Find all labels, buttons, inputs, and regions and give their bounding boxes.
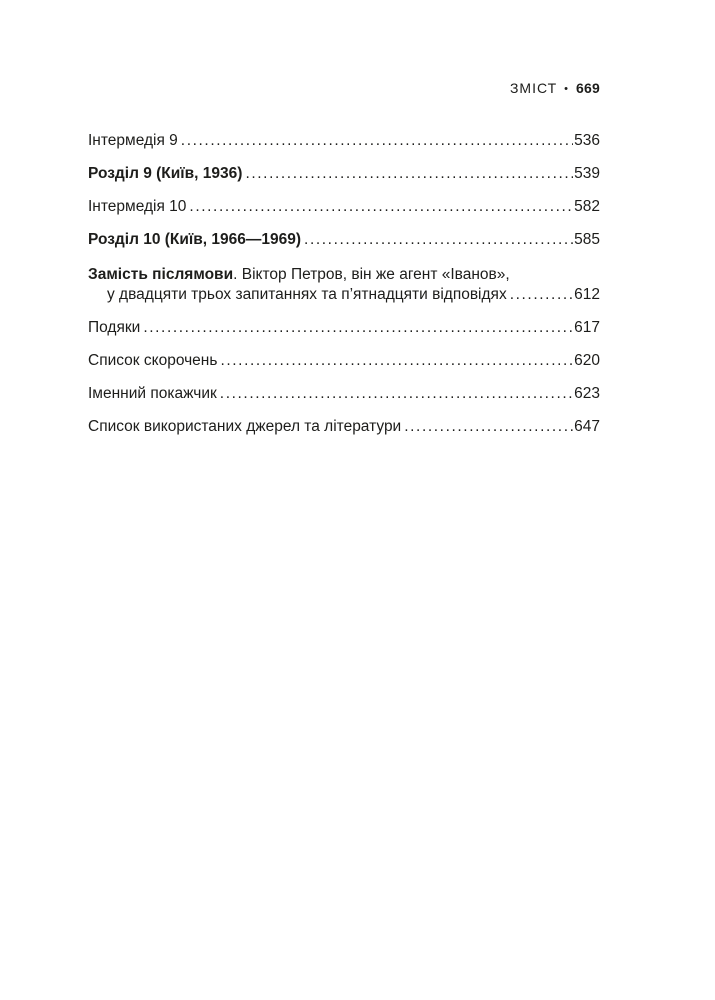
page-content [88, 0, 600, 1000]
toc-entry-page: 612 [574, 286, 600, 303]
toc-entry-line1 [88, 265, 600, 285]
bullet-separator: • [564, 83, 570, 95]
toc-entry-label: у двадцяти трьох запитаннях та п’ятнадцяти відповідях [107, 286, 507, 303]
dot-leader [220, 351, 573, 371]
toc-entry-lead-rest: . Віктор Петров, він же агент «Іванов», [233, 266, 510, 283]
toc-entry-label: Список скорочень [88, 352, 218, 369]
toc-entry [88, 351, 600, 371]
toc-entry-label: Подяки [88, 319, 141, 336]
toc-entry-label: Розділ 10 (Київ, 1966—1969) [88, 231, 302, 248]
toc-entry [88, 318, 600, 338]
toc-entry-label: Інтермедія 9 [88, 132, 178, 149]
toc-entry [88, 417, 600, 437]
toc-entry [88, 197, 600, 217]
dot-leader [220, 384, 573, 404]
toc-entry-page: 536 [574, 132, 600, 149]
toc-entry-page: 582 [574, 198, 600, 215]
toc-list [88, 131, 600, 450]
dot-leader [245, 164, 573, 184]
dot-leader [181, 131, 573, 151]
toc-entry-multiline [88, 265, 600, 305]
toc-entry-page: 539 [574, 165, 600, 182]
section-title: ЗМІСТ [509, 80, 558, 96]
dot-leader [189, 197, 573, 217]
toc-entry [88, 164, 600, 184]
dot-leader [143, 318, 573, 338]
toc-entry-page: 585 [574, 231, 600, 248]
dot-leader [510, 285, 573, 305]
toc-entry-lead-bold: Замість післямови [88, 266, 234, 283]
toc-entry-page: 647 [574, 418, 600, 435]
toc-entry-label: Інтермедія 10 [88, 198, 187, 215]
toc-entry-line2 [88, 285, 600, 305]
toc-entry [88, 384, 600, 404]
dot-leader [304, 230, 573, 250]
toc-entry-label: Іменний покажчик [88, 385, 217, 402]
toc-entry-label: Список використаних джерел та літератури [88, 418, 402, 435]
toc-entry-page: 617 [574, 319, 600, 336]
toc-entry [88, 230, 600, 250]
dot-leader [404, 417, 573, 437]
toc-entry-label: Розділ 9 (Київ, 1936) [88, 165, 243, 182]
running-header [510, 80, 600, 96]
header-page-number: 669 [576, 80, 600, 96]
toc-entry-page: 623 [574, 385, 600, 402]
toc-entry-page: 620 [574, 352, 600, 369]
toc-entry [88, 131, 600, 151]
